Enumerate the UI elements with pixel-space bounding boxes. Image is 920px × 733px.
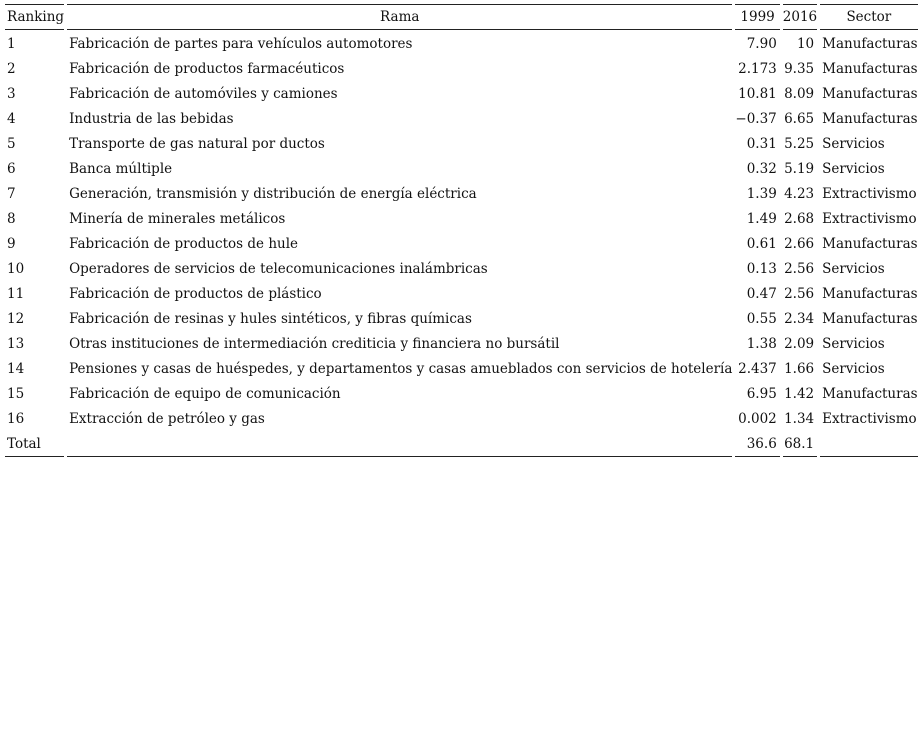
- cell-sector: Servicios: [822, 261, 885, 277]
- cell-sector: Servicios: [822, 361, 885, 377]
- cell-rama: Pensiones y casas de huéspedes, y departamentos y casas amueblados con servicios de hotelería: [69, 361, 733, 377]
- cell-1999: 0.55: [746, 311, 777, 327]
- cell-ranking: 12: [7, 311, 25, 327]
- cell-rama: Operadores de servicios de telecomunicaciones inalámbricas: [69, 261, 488, 277]
- cell-1999: 2.437: [738, 361, 777, 377]
- total-rama-empty: [67, 432, 732, 457]
- total-row: [5, 432, 918, 457]
- table-row: [5, 282, 918, 307]
- cell-ranking: 16: [7, 411, 25, 427]
- table-row: [5, 157, 918, 182]
- cell-sector: Extractivismo: [822, 186, 917, 202]
- total-label: Total: [5, 432, 64, 457]
- cell-sector: Servicios: [822, 161, 885, 177]
- cell-sector: Manufacturas: [822, 236, 918, 252]
- header-rama: Rama: [67, 4, 732, 30]
- cell-2016: 2.66: [784, 236, 815, 252]
- table-row: [5, 207, 918, 232]
- cell-2016: 4.23: [784, 186, 815, 202]
- cell-2016: 5.25: [784, 136, 815, 152]
- table-row: [5, 82, 918, 107]
- cell-sector: Extractivismo: [822, 211, 917, 227]
- cell-1999: 6.95: [746, 386, 777, 402]
- table-row: [5, 107, 918, 132]
- cell-ranking: 4: [7, 111, 16, 127]
- cell-2016: 10: [796, 36, 815, 52]
- table-row: [5, 257, 918, 282]
- cell-rama: Fabricación de partes para vehículos automotores: [69, 36, 413, 52]
- cell-2016: 8.09: [784, 86, 815, 102]
- cell-rama: Fabricación de productos de hule: [69, 236, 299, 252]
- cell-sector: Servicios: [822, 336, 885, 352]
- cell-1999: 1.49: [746, 211, 777, 227]
- cell-2016: 2.56: [784, 286, 815, 302]
- cell-1999: 2.173: [738, 61, 777, 77]
- cell-sector: Manufacturas: [822, 286, 918, 302]
- cell-ranking: 7: [7, 186, 16, 202]
- cell-sector: Manufacturas: [822, 36, 918, 52]
- table-row: [5, 382, 918, 407]
- cell-sector: Manufacturas: [822, 111, 918, 127]
- cell-ranking: 9: [7, 236, 16, 252]
- table-row: [5, 332, 918, 357]
- cell-2016: 1.34: [784, 411, 815, 427]
- table-row: [5, 307, 918, 332]
- cell-ranking: 5: [7, 136, 16, 152]
- cell-ranking: 10: [7, 261, 25, 277]
- cell-1999: 0.13: [746, 261, 777, 277]
- cell-2016: 1.66: [784, 361, 815, 377]
- cell-rama: Fabricación de productos de plástico: [69, 286, 322, 302]
- cell-rama: Industria de las bebidas: [69, 111, 234, 127]
- cell-2016: 2.09: [784, 336, 815, 352]
- cell-1999: 0.61: [746, 236, 777, 252]
- cell-1999: 1.39: [746, 186, 777, 202]
- cell-2016: 2.68: [784, 211, 815, 227]
- cell-rama: Extracción de petróleo y gas: [69, 411, 265, 427]
- cell-rama: Fabricación de resinas y hules sintéticos, y fibras químicas: [69, 311, 472, 327]
- cell-sector: Servicios: [822, 136, 885, 152]
- header-1999: 1999: [735, 4, 779, 30]
- header-sector: Sector: [820, 4, 917, 30]
- cell-1999: 0.47: [746, 286, 777, 302]
- cell-2016: 6.65: [784, 111, 815, 127]
- cell-1999: 7.90: [746, 36, 777, 52]
- cell-rama: Minería de minerales metálicos: [69, 211, 286, 227]
- cell-sector: Manufacturas: [822, 86, 918, 102]
- total-sector-empty: [820, 432, 917, 457]
- cell-1999: 0.31: [746, 136, 777, 152]
- cell-ranking: 13: [7, 336, 25, 352]
- cell-1999: 0.32: [746, 161, 777, 177]
- cell-2016: 1.42: [784, 386, 815, 402]
- cell-2016: 5.19: [784, 161, 815, 177]
- cell-ranking: 14: [7, 361, 25, 377]
- cell-ranking: 2: [7, 61, 16, 77]
- table-row: [5, 30, 918, 57]
- cell-sector: Manufacturas: [822, 61, 918, 77]
- table-row: [5, 57, 918, 82]
- table-row: [5, 182, 918, 207]
- cell-ranking: 1: [7, 36, 16, 52]
- cell-2016: 9.35: [784, 61, 815, 77]
- cell-sector: Manufacturas: [822, 386, 918, 402]
- table-row: [5, 357, 918, 382]
- cell-1999: 0.002: [738, 411, 777, 427]
- cell-1999: −0.37: [735, 111, 777, 127]
- cell-2016: 2.56: [784, 261, 815, 277]
- cell-rama: Banca múltiple: [69, 161, 173, 177]
- table-row: [5, 407, 918, 432]
- ranking-table: [2, 4, 920, 457]
- cell-ranking: 15: [7, 386, 25, 402]
- header-ranking: Ranking: [5, 4, 64, 30]
- table-body: [5, 30, 918, 457]
- cell-ranking: 11: [7, 286, 25, 302]
- cell-rama: Transporte de gas natural por ductos: [69, 136, 325, 152]
- cell-1999: 10.81: [738, 86, 777, 102]
- cell-sector: Manufacturas: [822, 311, 918, 327]
- cell-rama: Generación, transmisión y distribución de energía eléctrica: [69, 186, 477, 202]
- header-row: [5, 4, 918, 30]
- cell-sector: Extractivismo: [822, 411, 917, 427]
- table-row: [5, 132, 918, 157]
- cell-rama: Otras instituciones de intermediación crediticia y financiera no bursátil: [69, 336, 560, 352]
- cell-1999: 1.38: [746, 336, 777, 352]
- ranking-table-container: [5, 4, 920, 457]
- total-2016: 68.1: [783, 432, 817, 457]
- cell-ranking: 8: [7, 211, 16, 227]
- cell-2016: 2.34: [784, 311, 815, 327]
- table-row: [5, 232, 918, 257]
- cell-rama: Fabricación de automóviles y camiones: [69, 86, 338, 102]
- header-2016: 2016: [783, 4, 817, 30]
- cell-rama: Fabricación de equipo de comunicación: [69, 386, 341, 402]
- cell-ranking: 6: [7, 161, 16, 177]
- cell-rama: Fabricación de productos farmacéuticos: [69, 61, 345, 77]
- cell-ranking: 3: [7, 86, 16, 102]
- total-1999: 36.6: [735, 432, 779, 457]
